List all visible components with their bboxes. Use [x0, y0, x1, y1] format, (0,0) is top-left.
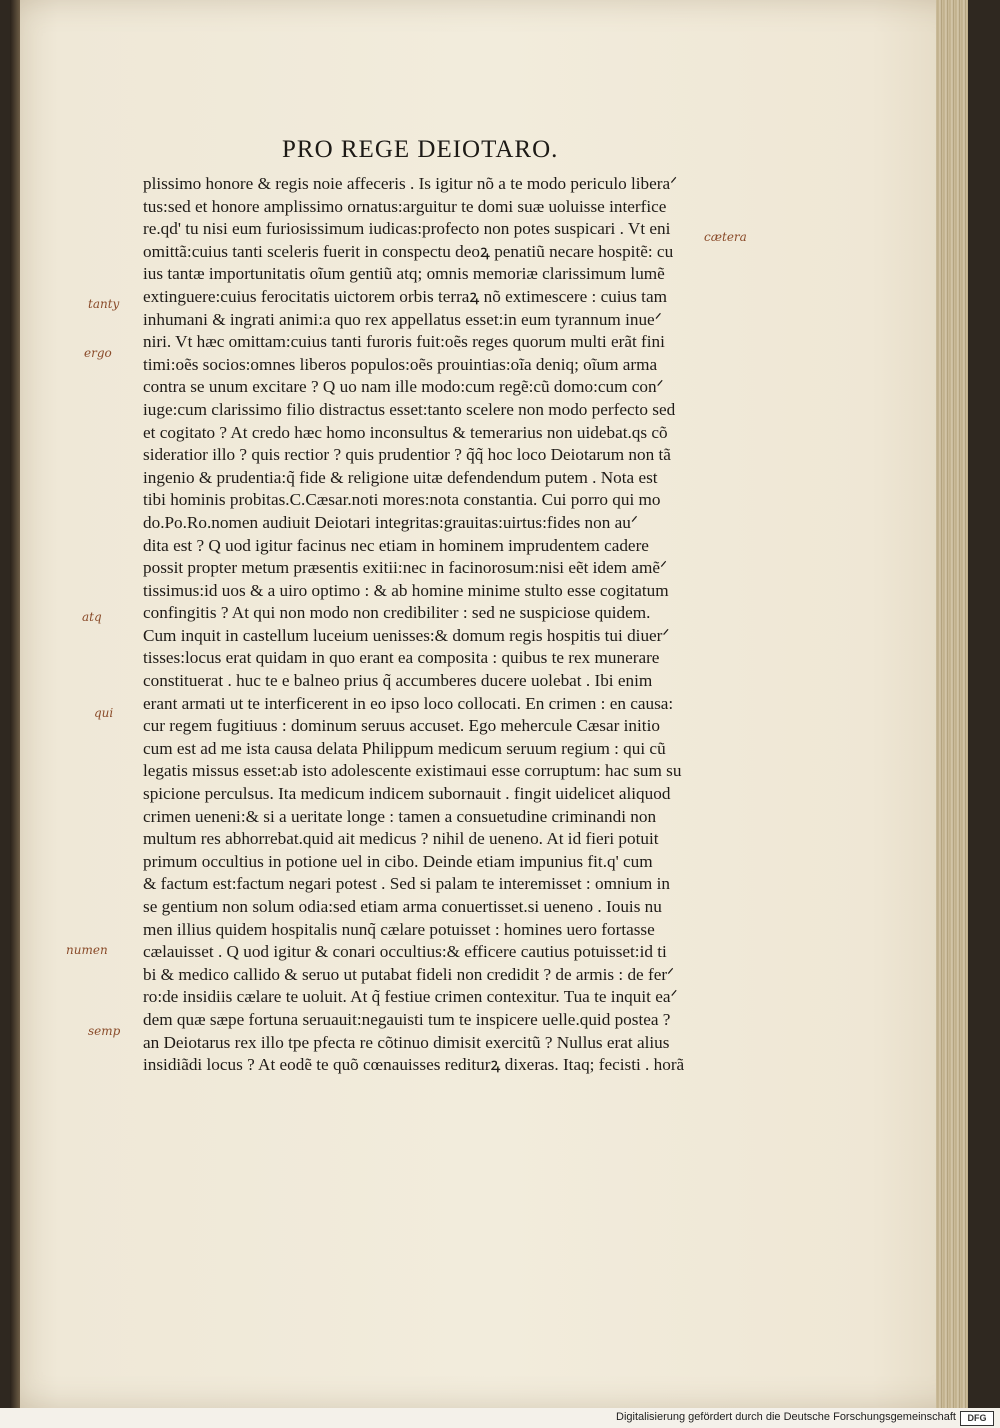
page-edges — [936, 0, 968, 1408]
dfg-logo: DFG — [960, 1411, 994, 1426]
text-line: do.Po.Ro.nomen audiuit Deiotari integritas:grauitas:uirtus:fides non auᐟ — [143, 512, 639, 532]
running-head: PRO REGE DEIOTARO. — [282, 136, 559, 163]
footer-bar — [0, 1408, 1000, 1428]
marginal-note-qui: qui — [94, 706, 114, 720]
text-line: cur regem fugitiuus : dominum seruus accuset. Ego mehercule Cæsar initio — [143, 716, 660, 736]
text-line: iuge:cum clarissimo filio distractus esset:tanto scelere non modo perfecto sed — [143, 399, 676, 419]
text-line: & factum est:factum negari potest . Sed si palam te interemisset : omnium in — [143, 874, 670, 894]
marginal-note-semp: semp — [88, 1024, 121, 1038]
text-line: crimen ueneni:& si a ueritate longe : tamen a consuetudine criminandi non — [143, 806, 657, 826]
text-line: insidiãdi locus ? At eodẽ te quõ cœnauisses rediturꝝ dixeras. Itaq; fecisti . horã — [143, 1055, 685, 1075]
text-line: se gentium non solum odia:sed etiam arma conuertisset.si ueneno . Iouis nu — [143, 897, 662, 916]
marginal-note-caetera: cætera — [704, 230, 747, 244]
text-line: niri. Vt hæc omittam:cuius tanti furoris fuit:oẽs reges quorum multi erãt fini — [143, 332, 665, 352]
text-line: contra se unum excitare ? Q uo nam ille modo:cum regẽ:cũ domo:cum conᐟ — [143, 377, 664, 397]
text-line: tus:sed et honore amplissimo ornatus:arguitur te domi suæ uoluisse interfice — [143, 196, 667, 216]
text-line: plissimo honore & regis noie affeceris . Is igitur nõ a te modo periculo liberaᐟ — [143, 174, 678, 193]
text-line: timi:oẽs socios:omnes liberos populos:oẽs prouintias:oĩa deniq; oĩum arma — [143, 354, 658, 374]
text-line: re.qd' tu nisi eum furiosissimum iudicas:profecto non potes suspicari . Vt eni — [143, 219, 671, 239]
text-line: spicione perculsus. Ita medicum indicem subornauit . fingit uidelicet aliquod — [143, 784, 671, 804]
text-line: ro:de insidiis cælare te uoluit. At q̃ festiue crimen contexitur. Tua te inquit eaᐟ — [143, 987, 678, 1007]
text-line: inhumani & ingrati animi:a quo rex appellatus esset:in eum tyrannum inueᐟ — [143, 309, 662, 329]
marginal-note-numen: numen — [66, 943, 108, 957]
text-line: extinguere:cuius ferocitatis uictorem orbis terraꝝ nõ extimescere : cuius tam — [143, 286, 667, 306]
text-line: tissimus:id uos & a uiro optimo : & ab homine minime stulto esse cogitatum — [143, 580, 669, 600]
text-line: cum est ad me ista causa delata Philippum medicum seruum regium : qui cũ — [143, 738, 666, 758]
text-line: bi & medico callido & seruo ut putabat fideli non credidit ? de armis : de ferᐟ — [143, 964, 675, 984]
marginal-note-ergo: ergo — [84, 346, 112, 360]
text-line: et cogitato ? At credo hæc homo inconsultus & temerarius non uidebat.qs cõ — [143, 422, 668, 442]
marginal-note-tanty: tanty — [88, 297, 120, 311]
text-line: an Deiotarus rex illo tpe pfecta re cõtinuo dimisit exercitũ ? Nullus erat alius — [143, 1032, 670, 1052]
text-line: cælauisset . Q uod igitur & conari occultius:& efficere cautius potuisset:id ti — [143, 942, 667, 962]
text-line: erant armati ut te interficerent in eo ipso loco collocati. En crimen : en causa: — [143, 693, 674, 713]
text-line: legatis missus esset:ab isto adolescente existimaui esse corruptum: hac sum su — [143, 761, 682, 781]
text-line: possit propter metum præsentis exitii:nec in facinorosum:nisi eẽt idem amẽᐟ — [143, 558, 668, 578]
text-line: constituerat . huc te e balneo prius q̃ accumberes ducere uolebat . Ibi enim — [143, 671, 653, 691]
text-block — [143, 173, 723, 1077]
text-line: multum res abhorrebat.quid ait medicus ? nihil de ueneno. At id fieri potuit — [143, 829, 659, 849]
text-line: tisses:locus erat quidam in quo erant ea composita : quibus te rex munerare — [143, 648, 660, 668]
text-line: men illius quidem hospitalis nunq̃ cælare potuisset : homines uero fortasse — [143, 919, 655, 939]
text-line: omittã:cuius tanti sceleris fuerit in conspectu deoꝝ penatiũ necare hospitẽ: cu — [143, 241, 674, 261]
text-line: sideratior illo ? quis rectior ? quis prudentior ? q̃q̃ hoc loco Deiotarum non tã — [143, 445, 671, 465]
funding-credit: Digitalisierung gefördert durch die Deutsche Forschungsgemeinschaft — [616, 1411, 956, 1423]
gutter-shadow — [10, 0, 20, 1408]
text-line: Cum inquit in castellum luceium uenisses:& domum regis hospitis tui diuerᐟ — [143, 625, 670, 645]
text-line: ingenio & prudentia:q̃ fide & religione uitæ defendendum putem . Nota est — [143, 467, 658, 487]
text-line: ius tantæ importunitatis oĩum gentiũ atq; omnis memoriæ clarissimum lumẽ — [143, 264, 665, 284]
text-line: primum occultius in potione uel in cibo. Deinde etiam impunius fit.q' cum — [143, 851, 653, 871]
text-line: dita est ? Q uod igitur facinus nec etiam in hominem imprudentem cadere — [143, 535, 649, 555]
book-page — [10, 0, 968, 1408]
text-line: dem quæ sæpe fortuna seruauit:negauisti tum te inspicere uelle.quid postea ? — [143, 1009, 671, 1029]
marginal-note-atq: atq — [82, 610, 102, 624]
text-line: tibi hominis probitas.C.Cæsar.noti mores:nota constantia. Cui porro qui mo — [143, 490, 661, 510]
text-line: confingitis ? At qui non modo non credibiliter : sed ne suspiciose quidem. — [143, 603, 651, 623]
